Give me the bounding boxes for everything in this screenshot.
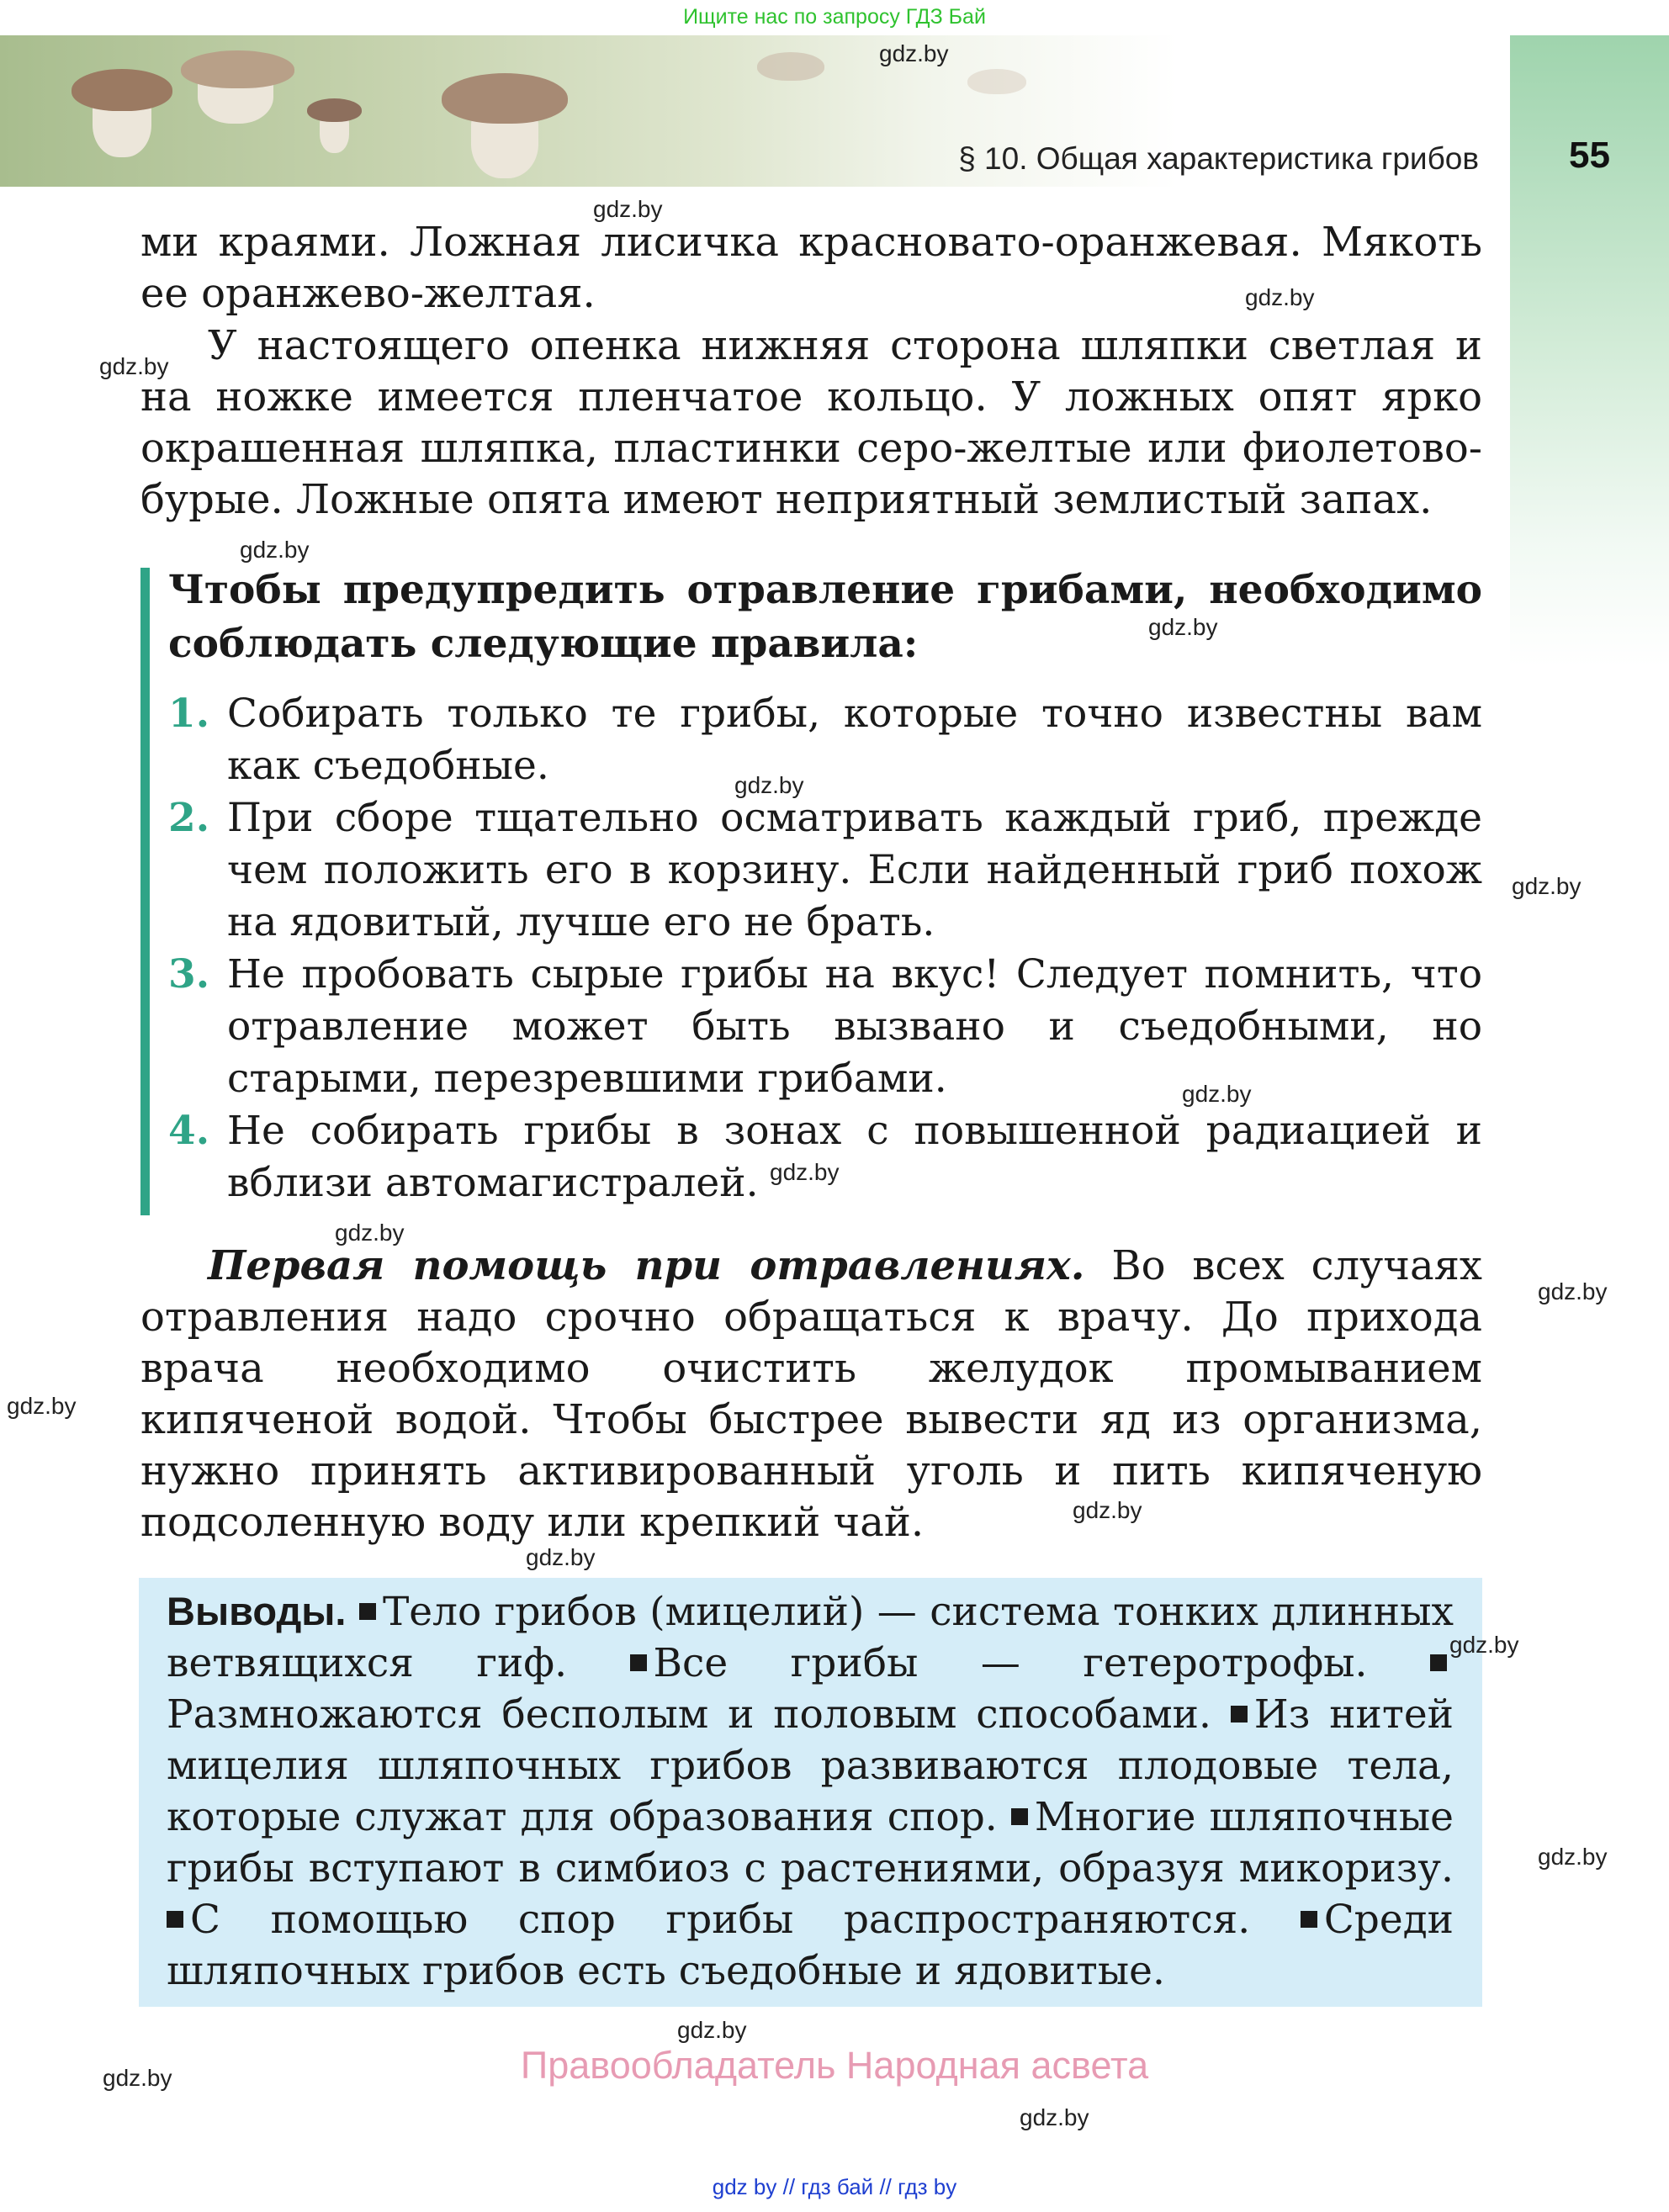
- watermark: gdz.by: [593, 196, 663, 222]
- first-aid-text: Во всех случаях отравления надо срочно обращаться к врачу. До прихода врача необходимо очистить желудок промыванием кипяченой водой. Чтобы быстрее вывести яд из организма, нужно принять активированный уголь и пить кипяченую подсоленную воду или крепкий чай.: [140, 1242, 1483, 1546]
- watermark: gdz.by: [1538, 1844, 1608, 1870]
- watermark: gdz.by: [1148, 614, 1218, 640]
- paragraph-continuation: ми краями. Ложная лисичка красновато-оранжевая. Мякоть ее оранжево-желтая.: [140, 219, 1482, 317]
- footer-link-gdz-by[interactable]: gdz by: [712, 2174, 777, 2199]
- rule-text: Не собирать грибы в зонах с повышенной радиацией и вблизи автомагистралей.: [227, 1108, 1482, 1206]
- watermark: gdz.by: [879, 40, 949, 66]
- conclusion-item: Размножаются бесполым и половым способами.: [167, 1691, 1211, 1738]
- conclusion-item: Среди шляпочных грибов есть съедобные и ядовитые.: [167, 1897, 1454, 1994]
- watermark: gdz.by: [240, 537, 310, 563]
- footer-link-gdz-bai[interactable]: гдз бай: [801, 2174, 874, 2199]
- rule-number: 2.: [168, 795, 210, 841]
- rule-text: Собирать только те грибы, которые точно известны вам как съедобные.: [227, 691, 1482, 789]
- square-bullet-icon: [167, 1911, 183, 1928]
- conclusion-item: Из нитей мицелия шляпочных грибов развиваются плодовые тела, которые служат для образования спор.: [167, 1691, 1454, 1840]
- conclusion-item: С помощью спор грибы распространяются.: [190, 1897, 1251, 1943]
- copyright-notice: Правообладатель Народная асвета: [520, 2044, 1149, 2087]
- rule-item: [168, 1105, 1482, 1209]
- footer-link-gdz-by-cyr[interactable]: гдз by: [898, 2174, 957, 2199]
- watermark: gdz.by: [1512, 873, 1582, 899]
- section-title: § 10. Общая характеристика грибов: [958, 141, 1479, 176]
- first-aid-heading: Первая помощь при отравлениях.: [208, 1242, 1085, 1289]
- side-tab: [1510, 35, 1669, 666]
- page-number: 55: [1569, 135, 1610, 176]
- rules-intro: Чтобы предупредить отравление грибами, необходимо соблюдать следующие правила:: [168, 567, 1482, 667]
- square-bullet-icon: [1231, 1706, 1248, 1723]
- rule-item: [168, 688, 1482, 792]
- watermark: gdz.by: [677, 2017, 747, 2043]
- top-banner[interactable]: Ищите нас по запросу ГДЗ Бай: [683, 5, 986, 29]
- watermark: gdz.by: [335, 1220, 405, 1246]
- watermark: gdz.by: [103, 2065, 172, 2091]
- watermark: gdz.by: [7, 1393, 77, 1419]
- watermark: gdz.by: [1449, 1632, 1519, 1658]
- conclusion-item: Многие шляпочные грибы вступают в симбиоз с растениями, образуя микоризу.: [167, 1794, 1454, 1892]
- conclusions-text: [167, 1585, 1454, 1997]
- watermark: gdz.by: [1020, 2104, 1089, 2130]
- rule-number: 4.: [168, 1108, 210, 1154]
- rule-item: [168, 949, 1482, 1105]
- watermark: gdz.by: [734, 772, 804, 798]
- square-bullet-icon: [1430, 1654, 1447, 1671]
- watermark: gdz.by: [99, 353, 169, 379]
- rule-number: 1.: [168, 691, 210, 737]
- watermark: gdz.by: [1182, 1081, 1252, 1107]
- watermark: gdz.by: [526, 1544, 596, 1570]
- watermark: gdz.by: [1245, 284, 1315, 310]
- watermark: gdz.by: [1538, 1278, 1608, 1304]
- square-bullet-icon: [359, 1603, 376, 1620]
- rule-text: Не пробовать сырые грибы на вкус! Следует помнить, что отравление может быть вызвано и съедобными, но старыми, перезревшими грибами.: [227, 951, 1482, 1102]
- rule-number: 3.: [168, 951, 210, 998]
- watermark: gdz.by: [770, 1159, 840, 1185]
- conclusion-item: Тело грибов (мицелий) — система тонких длинных ветвящихся гиф.: [167, 1589, 1454, 1686]
- square-bullet-icon: [630, 1654, 647, 1671]
- rule-item: [168, 792, 1482, 949]
- watermark: gdz.by: [1073, 1497, 1142, 1523]
- square-bullet-icon: [1301, 1911, 1317, 1928]
- footer-links: [0, 2174, 1669, 2200]
- rule-text: При сборе тщательно осматривать каждый гриб, прежде чем положить его в корзину. Если найденный гриб похож на ядовитый, лучше его не брать.: [227, 795, 1482, 945]
- paragraph-openok: У настоящего опенка нижняя сторона шляпки светлая и на ножке имеется пленчатое кольцо. У ложных опят ярко окрашенная шляпка, пластинки серо-желтые или фиолетово-бурые. Ложные опята имеют неприятный землистый запах.: [140, 322, 1482, 523]
- footer-separator: //: [879, 2174, 892, 2199]
- footer-separator: //: [782, 2174, 796, 2199]
- square-bullet-icon: [1011, 1808, 1028, 1825]
- conclusions-label: Выводы.: [167, 1589, 347, 1633]
- conclusion-item: Все грибы — гетеротрофы.: [653, 1640, 1368, 1686]
- first-aid-paragraph: [140, 1241, 1482, 1548]
